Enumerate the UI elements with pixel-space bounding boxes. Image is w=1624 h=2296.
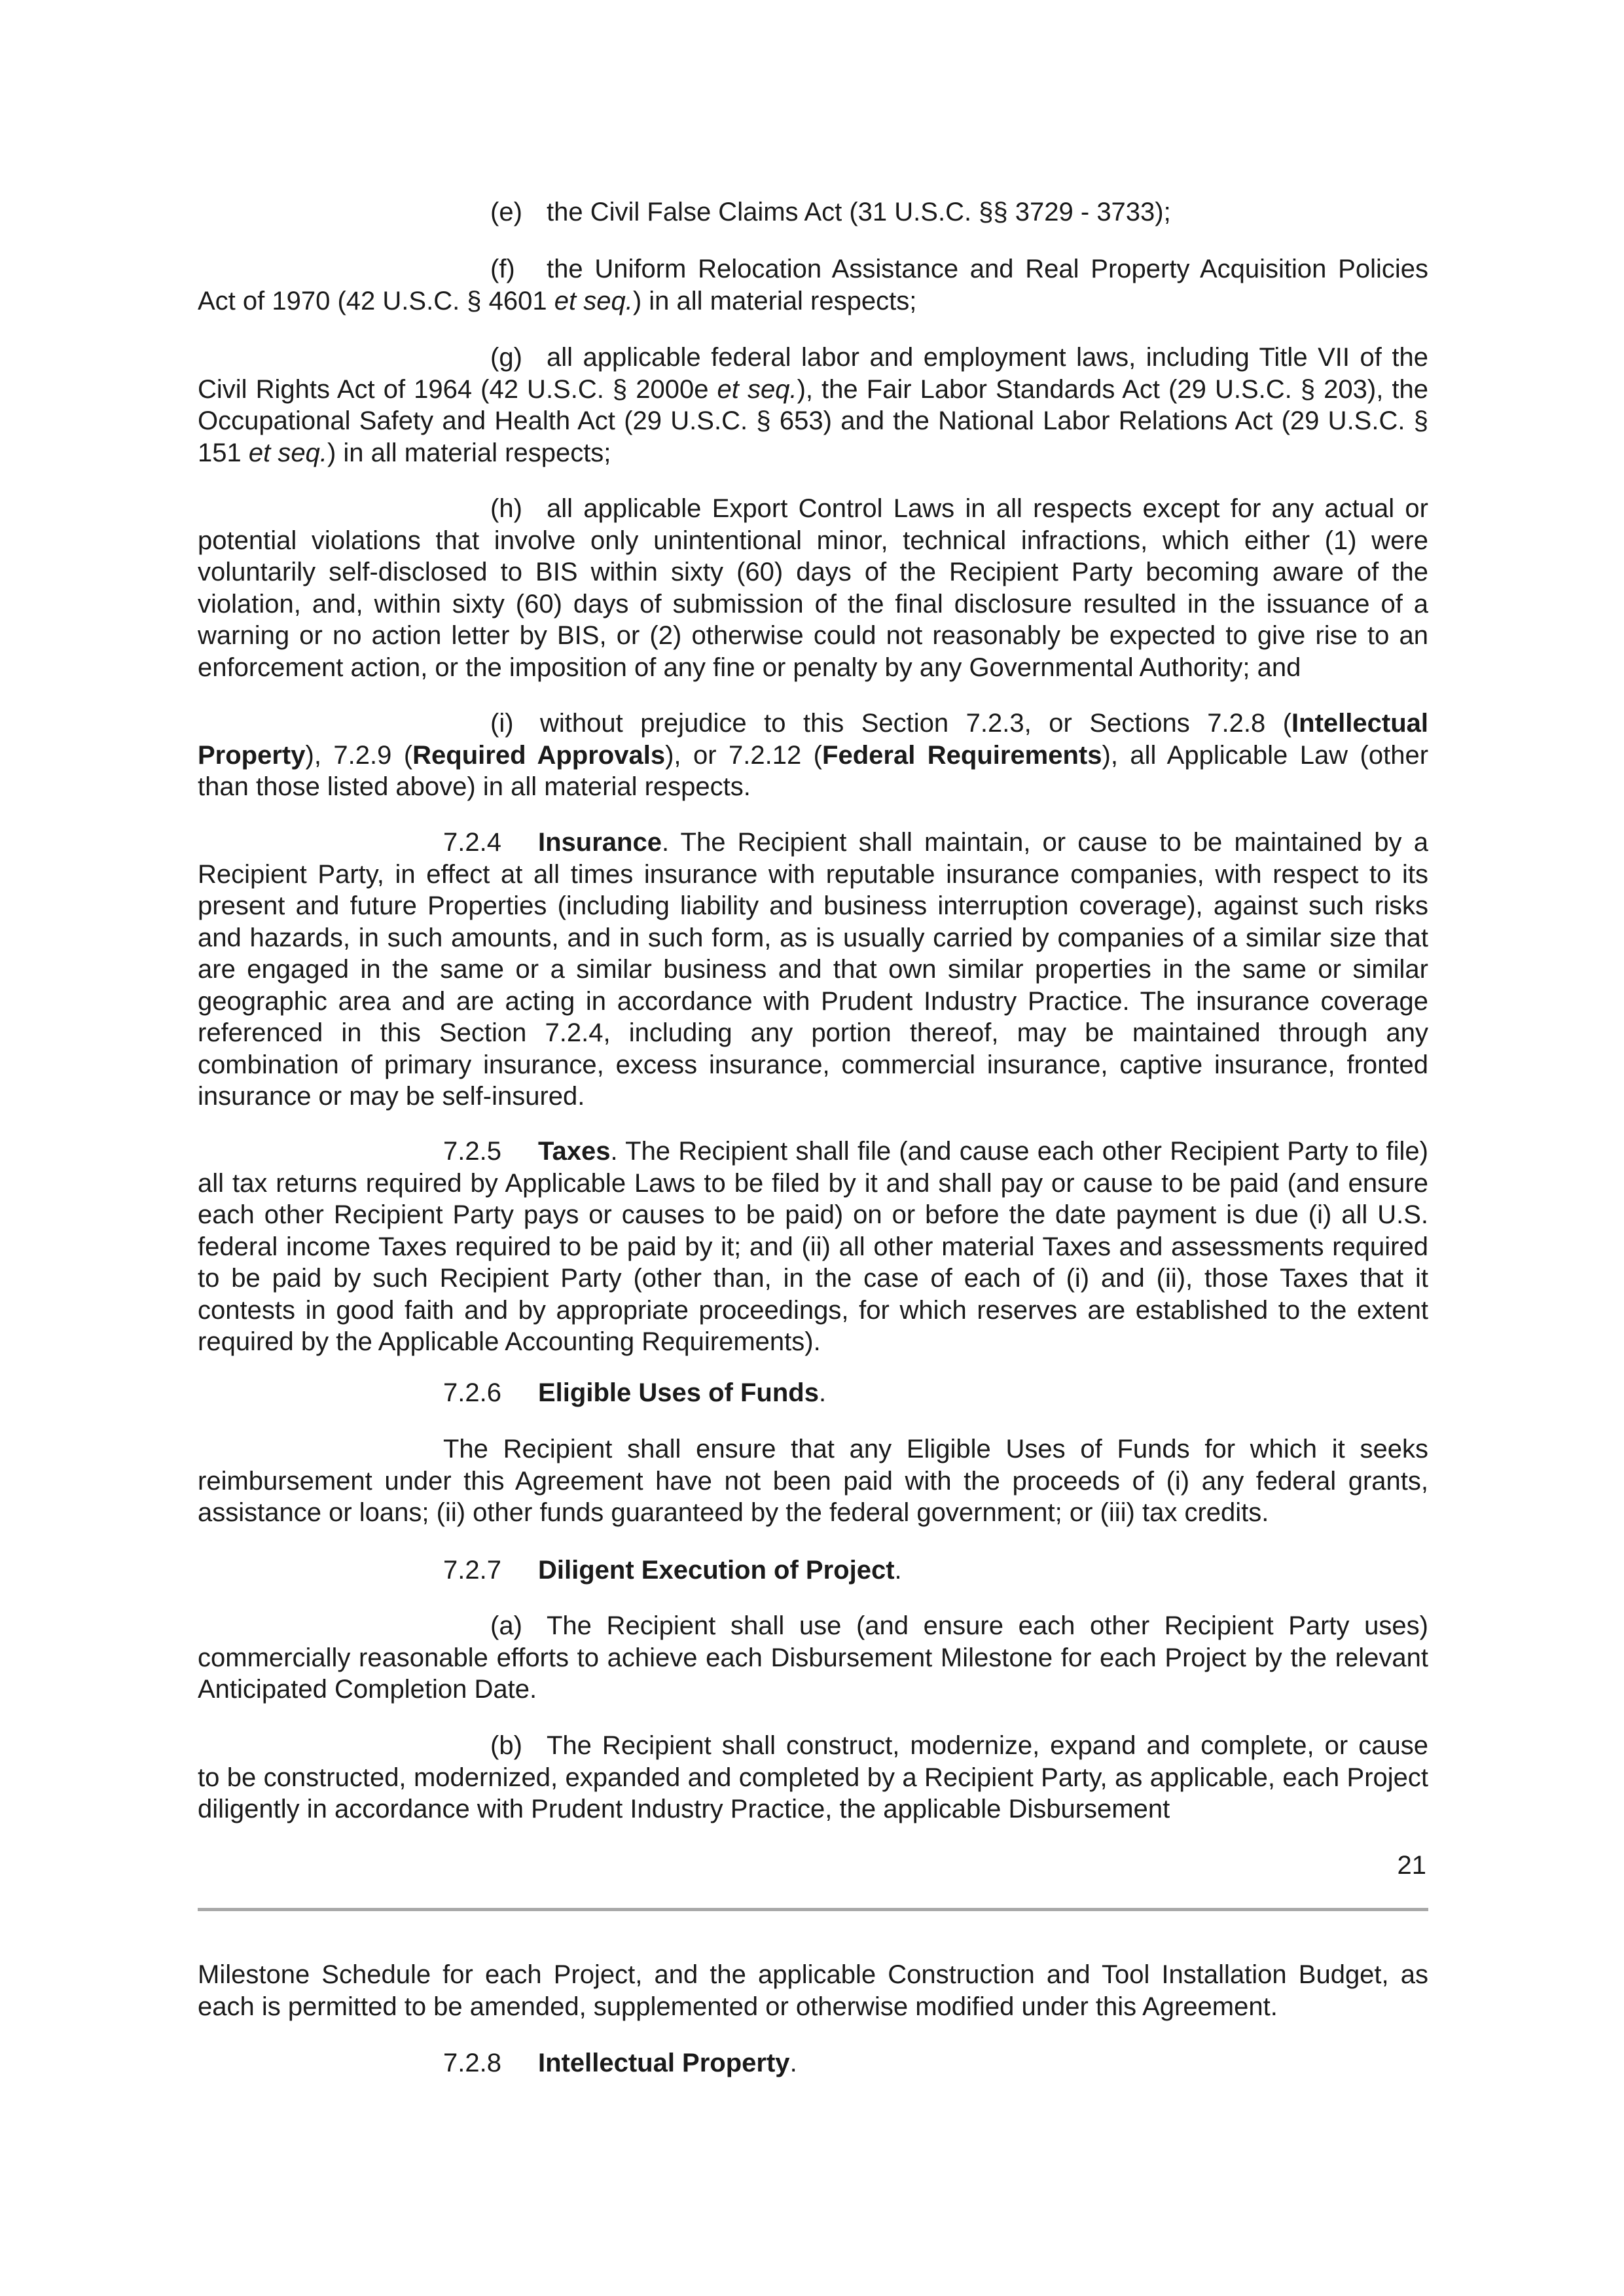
clause-text: all applicable federal labor and employment laws, including Title VII of the Civil Rights Act of 1964 (42 U.S.C. § 2000e: [198, 343, 1428, 404]
clause-g: [198, 342, 1428, 469]
clause-text: the Uniform Relocation Assistance and Real Property Acquisition Policies Act of 1970 (42 U.S.C. § 4601: [198, 255, 1428, 315]
clause-text: ), 7.2.9 (: [305, 740, 413, 770]
section-text: . The Recipient shall file (and cause each other Recipient Party to file) all tax returns required by Applicable Laws to be filed by it and shall pay or cause to be paid (and ensure each other Recipient Party pays or causes to be paid) on or before the date payment is due (i) all U.S. federal income Taxes required to be paid by it; and (ii) all other material Taxes and assessments required to be paid by such Recipient Party (other than, in the case of each of (i) and (ii), those Taxes that it contests in good faith and by appropriate proceedings, for which reserves are established to the extent required by the Applicable Accounting Requirements).: [198, 1137, 1428, 1356]
clause-text: The Recipient shall use (and ensure each other Recipient Party uses) commercially reasonable efforts to achieve each Disbursement Milestone for each Project by the relevant Anticipated Completion Date.: [198, 1611, 1428, 1704]
clause-text: ) in all material respects;: [632, 286, 917, 315]
clause-label: (h): [490, 494, 522, 523]
italic-term: et seq.: [248, 438, 327, 467]
italic-term: et seq.: [554, 286, 633, 315]
clause-text: ) in all material respects;: [327, 438, 611, 467]
section-7-2-7: 7.2.7 Diligent Execution of Project.: [198, 1554, 1428, 1587]
section-heading: Insurance: [538, 828, 662, 857]
section-text: . The Recipient shall maintain, or cause to be maintained by a Recipient Party, in effect at all times insurance with reputable insurance companies, with respect to its present and future Properties (including liability and business interruption coverage), against such risks and hazards, in such amounts, and in such form, as is usually carried by companies of a similar size that are engaged in the same or a similar business and that own similar properties in the same or similar geographic area and are acting in accordance with Prudent Industry Practice. The insurance coverage referenced in this Section 7.2.4, including any portion thereof, may be maintained through any combination of primary insurance, excess insurance, commercial insurance, captive insurance, fronted insurance or may be self-insured.: [198, 828, 1428, 1111]
clause-text: ), the Fair Labor Standards Act (29 U.S.C. § 203), the Occupational Safety and Health Act (29 U.S.C. § 653) and the National Labor Relations Act (29 U.S.C. § 151: [198, 374, 1429, 467]
continuation-paragraph: [198, 1959, 1428, 2022]
clause-text: ), or 7.2.12 (: [665, 740, 823, 770]
clause-label: (a): [490, 1611, 522, 1640]
clause-text: without prejudice to this Section 7.2.3, or Sections 7.2.8 (: [540, 709, 1292, 738]
section-7-2-8: 7.2.8 Intellectual Property.: [198, 2047, 1428, 2079]
paragraph-text: The Recipient shall ensure that any Eligible Uses of Funds for which it seeks reimbursement under this Agreement have not been paid with the proceeds of (i) any federal grants, assistance or loans; (ii) other funds guaranteed by the federal government; or (iii) tax credits.: [198, 1435, 1428, 1527]
page-number: 21: [1397, 1851, 1426, 1880]
clause-text: the Civil False Claims Act (31 U.S.C. §§ 3729 - 3733);: [547, 198, 1171, 226]
clause-text: all applicable Export Control Laws in all respects except for any actual or potential violations that involve only unintentional minor, technical infractions, which either (1) were voluntarily self-disclosed to BIS within sixty (60) days of the Recipient Party becoming aware of the violation, and, within sixty (60) days of submission of the final disclosure resulted in the issuance of a warning or no action letter by BIS, or (2) otherwise could not reasonably be expected to give rise to an enforcement action, or the imposition of any fine or penalty by any Governmental Authority; and: [198, 494, 1428, 682]
section-heading: Taxes: [538, 1137, 611, 1166]
clause-label: (e): [490, 198, 522, 226]
section-number: 7.2.8: [443, 2049, 501, 2077]
section-heading: Intellectual Property: [538, 2049, 790, 2077]
section-7-2-6: 7.2.6 Eligible Uses of Funds.: [198, 1377, 1428, 1409]
clause-i: [198, 708, 1428, 803]
clause-label: (i): [490, 709, 514, 738]
clause-text: ), all Applicable Law (other than those listed above) in all material respects.: [198, 740, 1429, 801]
clause-a: [198, 1610, 1428, 1706]
section-number: 7.2.4: [443, 828, 501, 857]
section-7-2-5: [198, 1136, 1428, 1358]
cross-reference: Required Approvals: [412, 740, 666, 770]
clause-label: (f): [490, 255, 515, 283]
section-number: 7.2.5: [443, 1137, 501, 1166]
section-heading: Diligent Execution of Project: [538, 1556, 895, 1585]
clause-b: [198, 1730, 1428, 1825]
section-number: 7.2.7: [443, 1556, 501, 1585]
clause-text: The Recipient shall construct, modernize, expand and complete, or cause to be constructed, modernized, expanded and completed by a Recipient Party, as applicable, each Project diligently in accordance with Prudent Industry Practice, the applicable Disbursement: [198, 1731, 1428, 1823]
section-number: 7.2.6: [443, 1378, 501, 1407]
section-7-2-4: [198, 827, 1428, 1113]
clause-f: [198, 253, 1428, 317]
section-heading: Eligible Uses of Funds: [538, 1378, 819, 1407]
italic-term: et seq.: [717, 374, 797, 404]
paragraph-7-2-6: [198, 1433, 1428, 1529]
cross-reference: Intellectual Property: [198, 709, 1428, 770]
page-divider: [198, 1908, 1428, 1911]
clause-label: (g): [490, 343, 522, 372]
cross-reference: Federal Requirements: [822, 740, 1102, 770]
paragraph-text: Milestone Schedule for each Project, and the applicable Construction and Tool Installation Budget, as each is permitted to be amended, supplemented or otherwise modified under this Agreement.: [198, 1960, 1428, 2021]
clause-h: [198, 493, 1428, 683]
clause-e: [198, 196, 1428, 228]
clause-label: (b): [490, 1731, 522, 1760]
